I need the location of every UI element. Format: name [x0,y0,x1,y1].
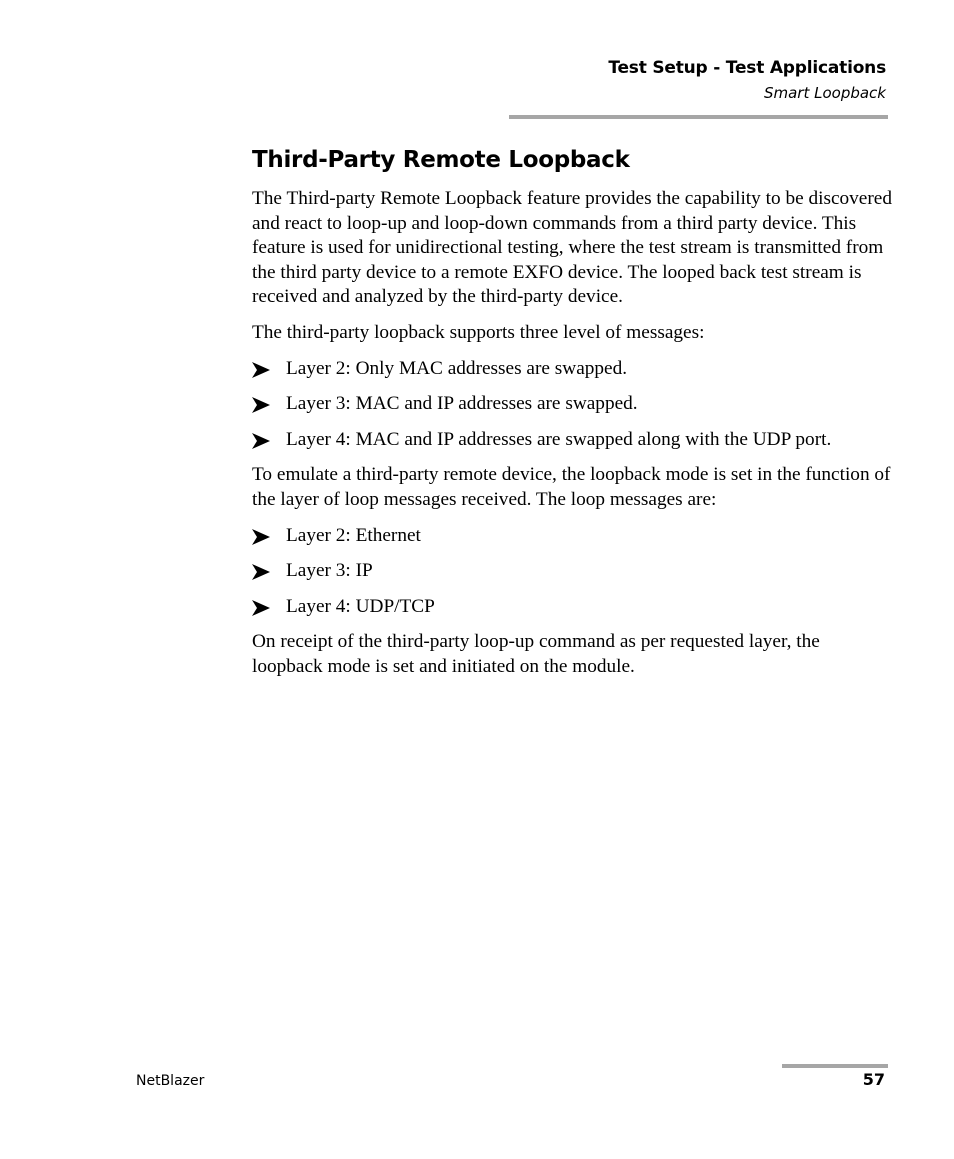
list-item [252,357,892,382]
list-item-text: Layer 3: IP [286,560,373,582]
arrowhead-bullet-icon [252,397,270,413]
list-item-text: Layer 2: Only MAC addresses are swapped. [286,357,628,379]
section-heading: Third-Party Remote Loopback [252,147,630,173]
list-item [252,392,892,417]
product-name: NetBlazer [136,1073,205,1089]
list-item [252,524,892,549]
list-item-text: Layer 4: MAC and IP addresses are swapped along with the UDP port. [286,428,832,450]
page-content [252,143,892,691]
loop-messages-list [252,524,892,620]
message-levels-list [252,357,892,453]
arrowhead-bullet-icon [252,362,270,378]
emulation-paragraph: To emulate a third-party remote device, the loopback mode is set in the function of the layer of loop messages received. The loop messages are: [252,464,891,510]
list-item-text: Layer 4: UDP/TCP [286,595,435,617]
footer-rule [782,1064,888,1068]
levels-intro-paragraph: The third-party loopback supports three level of messages: [252,321,705,343]
list-item [252,428,892,453]
running-header [608,56,886,106]
arrowhead-bullet-icon [252,564,270,580]
arrowhead-bullet-icon [252,529,270,545]
arrowhead-bullet-icon [252,433,270,449]
intro-paragraph: The Third-party Remote Loopback feature provides the capability to be discovered and react to loop-up and loop-down commands from a third party device. This feature is used for unidirectional testing, where the test stream is transmitted from the third party device to a remote EXFO device. The looped back test stream is received and analyzed by the third-party device. [252,188,892,308]
header-rule [509,115,888,119]
list-item [252,559,892,584]
section-subtitle: Smart Loopback [763,84,886,102]
chapter-title: Test Setup - Test Applications [608,58,886,78]
list-item [252,595,892,620]
list-item-text: Layer 3: MAC and IP addresses are swapped. [286,393,638,415]
list-item-text: Layer 2: Ethernet [286,524,421,546]
closing-paragraph: On receipt of the third-party loop-up command as per requested layer, the loopback mode is set and initiated on the module. [252,631,820,677]
page-number: 57 [862,1070,885,1089]
arrowhead-bullet-icon [252,600,270,616]
